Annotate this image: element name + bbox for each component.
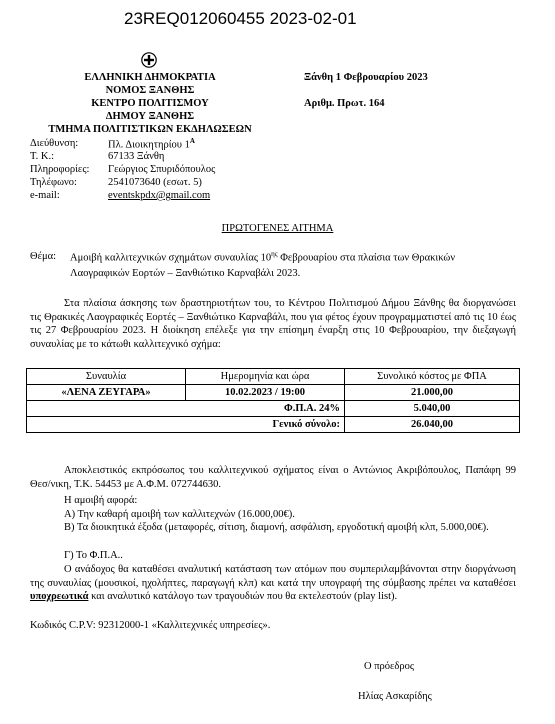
mandatory-emphasis: υποχρεωτικά: [30, 591, 89, 603]
fee-item-c: Γ) Το Φ.Π.Α..: [64, 550, 123, 561]
document-id: 23REQ012060455 2023-02-01: [124, 9, 357, 28]
table-cell-cost: 21.000,00: [345, 385, 520, 401]
table-vat-value: 5.040,00: [345, 401, 520, 417]
subject-label: Θέμα:: [30, 251, 57, 262]
signature-name: Ηλίας Ασκαρίδης: [358, 691, 432, 702]
subject-line-2: Λαογραφικών Εορτών – Ξανθιώτικο Καρναβάλι 2023.: [70, 268, 301, 279]
contact-label-zip: Τ. Κ.:: [30, 151, 55, 162]
header-line-1: ΕΛΛΗΝΙΚΗ ΔΗΜΟΚΡΑΤΙΑ: [84, 72, 216, 83]
signature-role: Ο πρόεδρος: [364, 661, 415, 672]
table-header-concert: Συναυλία: [27, 369, 186, 385]
table-cell-concert: «ΛΕΝΑ ΖΕΥΓΑΡΑ»: [27, 385, 186, 401]
table-vat-label: Φ.Π.Α. 24%: [27, 401, 345, 417]
contact-value-zip: 67133 Ξάνθη: [108, 151, 165, 162]
fee-item-a: Α) Την καθαρή αμοιβή των καλλιτεχνών (16.000,00€).: [64, 509, 295, 520]
table-total-value: 26.040,00: [345, 417, 520, 433]
table-header-row: [27, 369, 520, 385]
intro-paragraph: Στα πλαίσια άσκησης των δραστηριοτήτων του, το Κέντρου Πολιτισμού Δήμου Ξάνθης θα διοργανώσει τις Θρακικές Λαογραφικές Εορτές – Ξανθιώτικο Καρναβάλι, που για φέτος έχουν προγραμματιστεί από τις 10 έως τις 27 Φεβρουαρίου 2023. Η διοίκηση επέλεξε για την επίσημη έναρξη στις 10 Φεβρουαρίου, την διεξαγωγή συναυλίας με το κάτωθι καλλιτεχνικό σχήμα:: [30, 298, 516, 350]
header-line-2: ΝΟΜΟΣ ΞΑΝΘΗΣ: [105, 85, 195, 96]
fee-intro: Η αμοιβή αφορά:: [64, 495, 138, 506]
document-title: ΠΡΩΤΟΓΕΝΕΣ ΑΙΤΗΜΑ: [221, 223, 334, 234]
header-line-4: ΔΗΜΟΥ ΞΑΝΘΗΣ: [105, 111, 195, 122]
cpv-code: Κωδικός C.P.V: 92312000-1 «Καλλιτεχνικές υπηρεσίες».: [30, 620, 271, 631]
header-line-5: ΤΜΗΜΑ ΠΟΛΙΤΙΣΤΙΚΩΝ ΕΚΔΗΛΩΣΕΩΝ: [48, 124, 252, 135]
header-protocol: Αριθμ. Πρωτ. 164: [304, 98, 385, 109]
greek-emblem-icon: [141, 52, 157, 68]
table-header-date: Ημερομηνία και ώρα: [186, 369, 345, 385]
concert-cost-table: [26, 368, 520, 433]
contact-label-email: e-mail:: [30, 190, 60, 201]
header-line-3: ΚΕΝΤΡΟ ΠΟΛΙΤΙΣΜΟΥ: [91, 98, 209, 109]
header-date: Ξάνθη 1 Φεβρουαρίου 2023: [304, 72, 428, 83]
table-row-total: [27, 417, 520, 433]
contact-value-info: Γεώργιος Σπυριδόπουλος: [108, 164, 216, 175]
contact-label-address: Διεύθυνση:: [30, 138, 79, 149]
contact-label-phone: Τηλέφωνο:: [30, 177, 77, 188]
contact-label-info: Πληροφορίες:: [30, 164, 90, 175]
table-total-label: Γενικό σύνολο:: [27, 417, 345, 433]
table-row-vat: [27, 401, 520, 417]
fee-item-b: Β) Τα διοικητικά έξοδα (μεταφορές, σίτιση, διαμονή, ασφάλιση, εργοδοτική αμοιβή κλπ, 5.000,00€).: [64, 522, 489, 533]
contact-value-phone: 2541073640 (εσωτ. 5): [108, 177, 202, 188]
representative-paragraph: Αποκλειστικός εκπρόσωπος του καλλιτεχνικού σχήματος είναι ο Αντώνιος Ακριβόπουλος, Παπάφη 99 Θεσ/νικη, Τ.Κ. 54453 με Α.Φ.Μ. 072744630.: [30, 465, 516, 490]
table-row: [27, 385, 520, 401]
subject-line-1: Αμοιβή καλλιτεχνικών σχημάτων συναυλίας $10^{\eta\varsigma}$ Φεβρουαρίου στα πλαίσια των Θρακικών: [70, 250, 456, 264]
table-header-cost: Συνολικό κόστος με ΦΠΑ: [345, 369, 520, 385]
table-cell-date: 10.02.2023 / 19:00: [186, 385, 345, 401]
contractor-paragraph: Ο ανάδοχος θα καταθέσει αναλυτική κατάσταση των ατόμων που συμπεριλαμβάνονται στην διοργάνωση της συναυλίας (μουσικοί, ηχολήπτες, παραγωγή κλπ) και κατά την υπογραφή της σύμβασης πρέπει να καταθέσει υποχρεωτικά και αναλυτικό κατάλογο των τραγουδιών που θα εκτελεστούν (play list).: [30, 564, 516, 603]
contact-email-link[interactable]: eventskpdx@gmail.com: [108, 190, 211, 201]
contact-value-address: Πλ. Διοικητηρίου $1^A$: [108, 137, 195, 151]
